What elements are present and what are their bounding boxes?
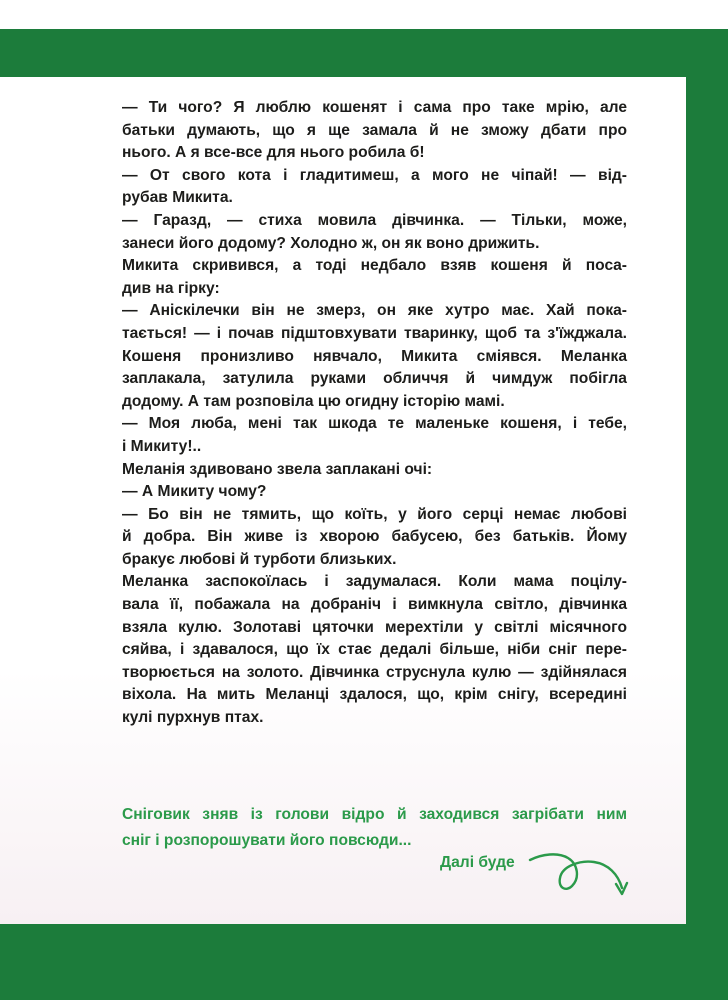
story-line: — Бо він не тямить, що коїть, у його серці немає любові (122, 505, 627, 523)
story-paragraph (122, 459, 627, 482)
story-line: — От свого кота і гладитимеш, а мого не чіпай! — від- (122, 166, 627, 184)
story-line: й добра. Він живе із хворою бабусею, без батьків. Йому (122, 528, 627, 546)
story-line: і Микиту!.. (122, 437, 202, 455)
story-line: — А Микиту чому? (122, 483, 267, 501)
story-line: творюється на золото. Дівчинка струснула кулю — здійнялася (122, 663, 627, 681)
ending-text (122, 802, 627, 854)
story-line: батьки думають, що я ще замала й не зможу дбати про (122, 121, 627, 139)
story-line: — Ти чого? Я люблю кошенят і сама про таке мрію, але (122, 99, 627, 116)
story-line: див на гірку: (122, 279, 220, 297)
story-line: нього. А я все-все для нього робила б! (122, 144, 425, 162)
top-green-band (0, 29, 728, 77)
right-green-band (686, 29, 728, 1000)
story-line: сяйва, і здавалося, що їх стає дедалі більше, ніби сніг пере- (122, 641, 627, 659)
story-line: віхола. На мить Меланці здалося, що, крім снігу, всередині (122, 686, 627, 704)
story-line: додому. А там розповіла цю огидну історію мамі. (122, 392, 505, 410)
ending-line: сніг і розпорошувати його повсюди... (122, 832, 412, 849)
swirl-arrow-icon (528, 848, 634, 902)
story-line: — Гаразд, — стиха мовила дівчинка. — Тільки, може, (122, 211, 627, 229)
story-line: — Аніскілечки він не змерз, он яке хутро має. Хай пока- (122, 302, 627, 320)
to-be-continued-label: Далі буде (440, 854, 515, 871)
bottom-green-band (0, 924, 728, 1000)
ending-line: Сніговик зняв із голови відро й заходився загрібати ним (122, 806, 627, 823)
story-line: бракує любові й турботи близьких. (122, 550, 397, 568)
story-paragraph (122, 481, 627, 504)
story-line: тається! — і почав підштовхувати тваринку, щоб та з'їжджала. (122, 324, 627, 342)
story-text (122, 97, 627, 730)
story-paragraph (122, 255, 627, 300)
story-line: взяла кулю. Золотаві цяточки мерехтіли у світлі місячного (122, 618, 627, 636)
story-paragraph (122, 97, 627, 165)
story-line: Кошеня пронизливо нявчало, Микита сміявся. Меланка (122, 347, 627, 365)
story-paragraph (122, 165, 627, 210)
story-line: вала її, побажала на добраніч і вимкнула світло, дівчинка (122, 596, 627, 614)
story-line: — Моя люба, мені так шкода те маленьке кошеня, і тебе, (122, 415, 627, 433)
story-paragraph (122, 413, 627, 458)
story-paragraph (122, 504, 627, 572)
story-line: Меланія здивовано звела заплакані очі: (122, 460, 433, 478)
story-line: кулі пурхнув птах. (122, 709, 264, 727)
story-line: заплакала, затулила руками обличчя й чимдуж побігла (122, 370, 627, 388)
story-line: рубав Микита. (122, 189, 233, 207)
story-paragraph (122, 210, 627, 255)
story-paragraph (122, 571, 627, 729)
story-line: занеси його додому? Холодно ж, он як воно дрижить. (122, 234, 540, 252)
story-line: Микита скривився, а тоді недбало взяв кошеня й посa- (122, 257, 627, 275)
story-paragraph (122, 300, 627, 345)
story-line: Меланка заспокоїлась і задумалася. Коли мама поцілу- (122, 573, 627, 591)
story-paragraph (122, 346, 627, 414)
